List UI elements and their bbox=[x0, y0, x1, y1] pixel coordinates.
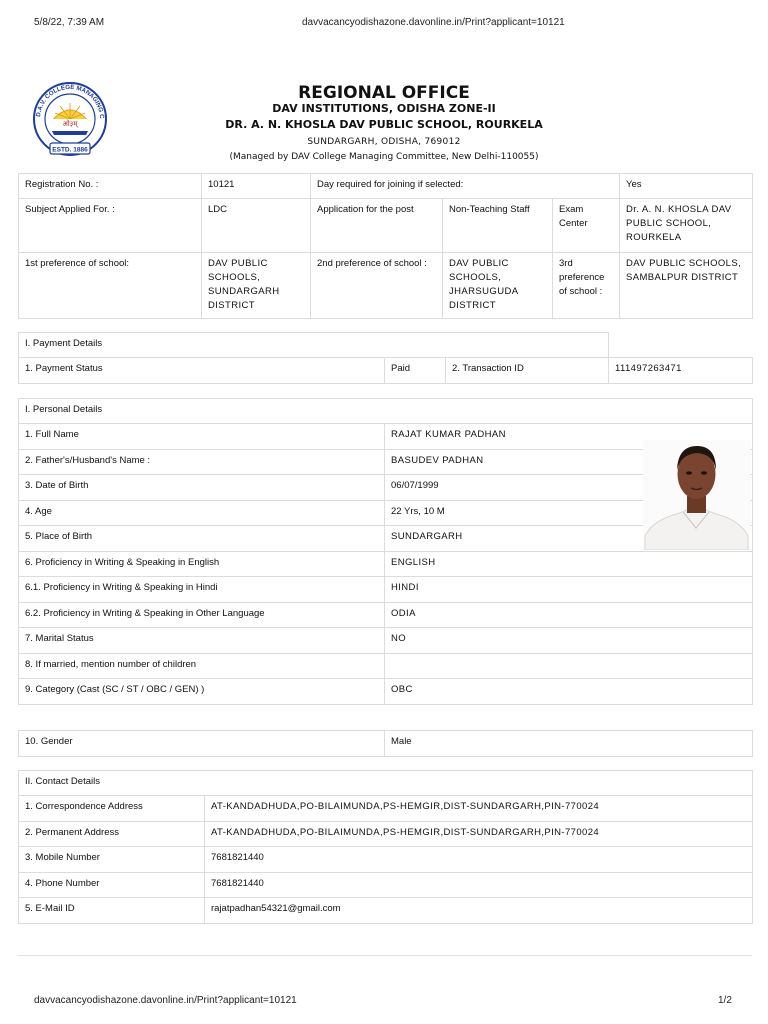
contact-row-label: 4. Phone Number bbox=[19, 872, 205, 898]
personal-row-label: 3. Date of Birth bbox=[19, 475, 385, 501]
personal-row-value: RAJAT KUMAR PADHAN bbox=[385, 424, 753, 450]
svg-text:ओ३म्: ओ३म् bbox=[62, 120, 78, 128]
zone-title: DAV INSTITUTIONS, ODISHA ZONE-II bbox=[272, 102, 496, 115]
personal-row-value bbox=[385, 653, 753, 679]
transaction-id-value: 111497263471 bbox=[609, 358, 753, 384]
pref1-label: 1st preference of school: bbox=[19, 253, 202, 319]
applicant-photo bbox=[643, 440, 750, 550]
contact-section-heading: II. Contact Details bbox=[19, 771, 753, 796]
svg-text:ESTD. 1886: ESTD. 1886 bbox=[52, 146, 88, 154]
reg-value: 10121 bbox=[202, 174, 311, 199]
join-value: Yes bbox=[620, 174, 753, 199]
personal-row-label: 9. Category (Cast (SC / ST / OBC / GEN) ) bbox=[19, 679, 385, 705]
personal-row-label: 6. Proficiency in Writing & Speaking in English bbox=[19, 551, 385, 577]
payment-status-value: Paid bbox=[385, 358, 446, 384]
print-datetime: 5/8/22, 7:39 AM bbox=[34, 17, 105, 28]
svg-text:D.A.V. COLLEGE MANAGING COMMIT: D.A.V. COLLEGE MANAGING C bbox=[35, 83, 106, 119]
personal-row-value: NO bbox=[385, 628, 753, 654]
personal-row-label: 1. Full Name bbox=[19, 424, 385, 450]
gender-table bbox=[18, 730, 753, 757]
application-table bbox=[18, 173, 753, 319]
pref2-label: 2nd preference of school : bbox=[311, 253, 443, 319]
managed-by: (Managed by DAV College Managing Committee, New Delhi-110055) bbox=[229, 152, 539, 162]
subject-value: LDC bbox=[202, 199, 311, 253]
personal-row-label: 7. Marital Status bbox=[19, 628, 385, 654]
post-value: Non-Teaching Staff bbox=[443, 199, 553, 253]
footer-url: davvacancyodishazone.davonline.in/Print?applicant=10121 bbox=[34, 995, 297, 1006]
school-title: DR. A. N. KHOSLA DAV PUBLIC SCHOOL, ROURKELA bbox=[225, 118, 543, 131]
contact-details-table bbox=[18, 770, 753, 924]
contact-row-label: 1. Correspondence Address bbox=[19, 796, 205, 822]
personal-row-label: 8. If married, mention number of children bbox=[19, 653, 385, 679]
transaction-id-label: 2. Transaction ID bbox=[446, 358, 609, 384]
exam-value: Dr. A. N. KHOSLA DAV PUBLIC SCHOOL, ROURKELA bbox=[620, 199, 753, 253]
personal-row-label: 2. Father's/Husband's Name : bbox=[19, 449, 385, 475]
subject-label: Subject Applied For. : bbox=[19, 199, 202, 253]
exam-label: Exam Center bbox=[553, 199, 620, 253]
personal-row-label: 6.1. Proficiency in Writing & Speaking in Hindi bbox=[19, 577, 385, 603]
personal-row-value: 06/07/1999 bbox=[385, 475, 753, 501]
gender-value: Male bbox=[385, 731, 753, 757]
personal-row-value: SUNDARGARH bbox=[385, 526, 753, 552]
school-address: SUNDARGARH, ODISHA, 769012 bbox=[307, 137, 461, 147]
gender-label: 10. Gender bbox=[19, 731, 385, 757]
regional-office-title: REGIONAL OFFICE bbox=[298, 83, 470, 103]
pref2-value: DAV PUBLIC SCHOOLS, JHARSUGUDA DISTRICT bbox=[443, 253, 553, 319]
join-label: Day required for joining if selected: bbox=[311, 174, 620, 199]
contact-row-value: 7681821440 bbox=[205, 872, 753, 898]
page-divider bbox=[18, 955, 752, 956]
pref3-label: 3rd preference of school : bbox=[553, 253, 620, 319]
contact-row-value: AT-KANDADHUDA,PO-BILAIMUNDA,PS-HEMGIR,DIST-SUNDARGARH,PIN-770024 bbox=[205, 821, 753, 847]
pref1-value: DAV PUBLIC SCHOOLS, SUNDARGARH DISTRICT bbox=[202, 253, 311, 319]
personal-row-value: HINDI bbox=[385, 577, 753, 603]
contact-row-value: AT-KANDADHUDA,PO-BILAIMUNDA,PS-HEMGIR,DIST-SUNDARGARH,PIN-770024 bbox=[205, 796, 753, 822]
reg-label: Registration No. : bbox=[19, 174, 202, 199]
personal-row-value: ENGLISH bbox=[385, 551, 753, 577]
personal-row-value: BASUDEV PADHAN bbox=[385, 449, 753, 475]
pref3-value: DAV PUBLIC SCHOOLS, SAMBALPUR DISTRICT bbox=[620, 253, 753, 319]
personal-row-value: ODIA bbox=[385, 602, 753, 628]
personal-row-label: 5. Place of Birth bbox=[19, 526, 385, 552]
personal-row-label: 4. Age bbox=[19, 500, 385, 526]
contact-row-value: rajatpadhan54321@gmail.com bbox=[205, 898, 753, 924]
payment-section-heading: I. Payment Details bbox=[19, 333, 609, 358]
personal-row-label: 6.2. Proficiency in Writing & Speaking in Other Language bbox=[19, 602, 385, 628]
personal-row-value: OBC bbox=[385, 679, 753, 705]
contact-row-value: 7681821440 bbox=[205, 847, 753, 873]
personal-section-heading: I. Personal Details bbox=[19, 399, 753, 424]
page-number: 1/2 bbox=[718, 995, 732, 1006]
post-label: Application for the post bbox=[311, 199, 443, 253]
payment-table bbox=[18, 332, 753, 384]
contact-row-label: 3. Mobile Number bbox=[19, 847, 205, 873]
payment-status-label: 1. Payment Status bbox=[19, 358, 385, 384]
personal-row-value: 22 Yrs, 10 M bbox=[385, 500, 753, 526]
contact-row-label: 2. Permanent Address bbox=[19, 821, 205, 847]
print-url: davvacancyodishazone.davonline.in/Print?applicant=10121 bbox=[302, 17, 565, 28]
contact-row-label: 5. E-Mail ID bbox=[19, 898, 205, 924]
